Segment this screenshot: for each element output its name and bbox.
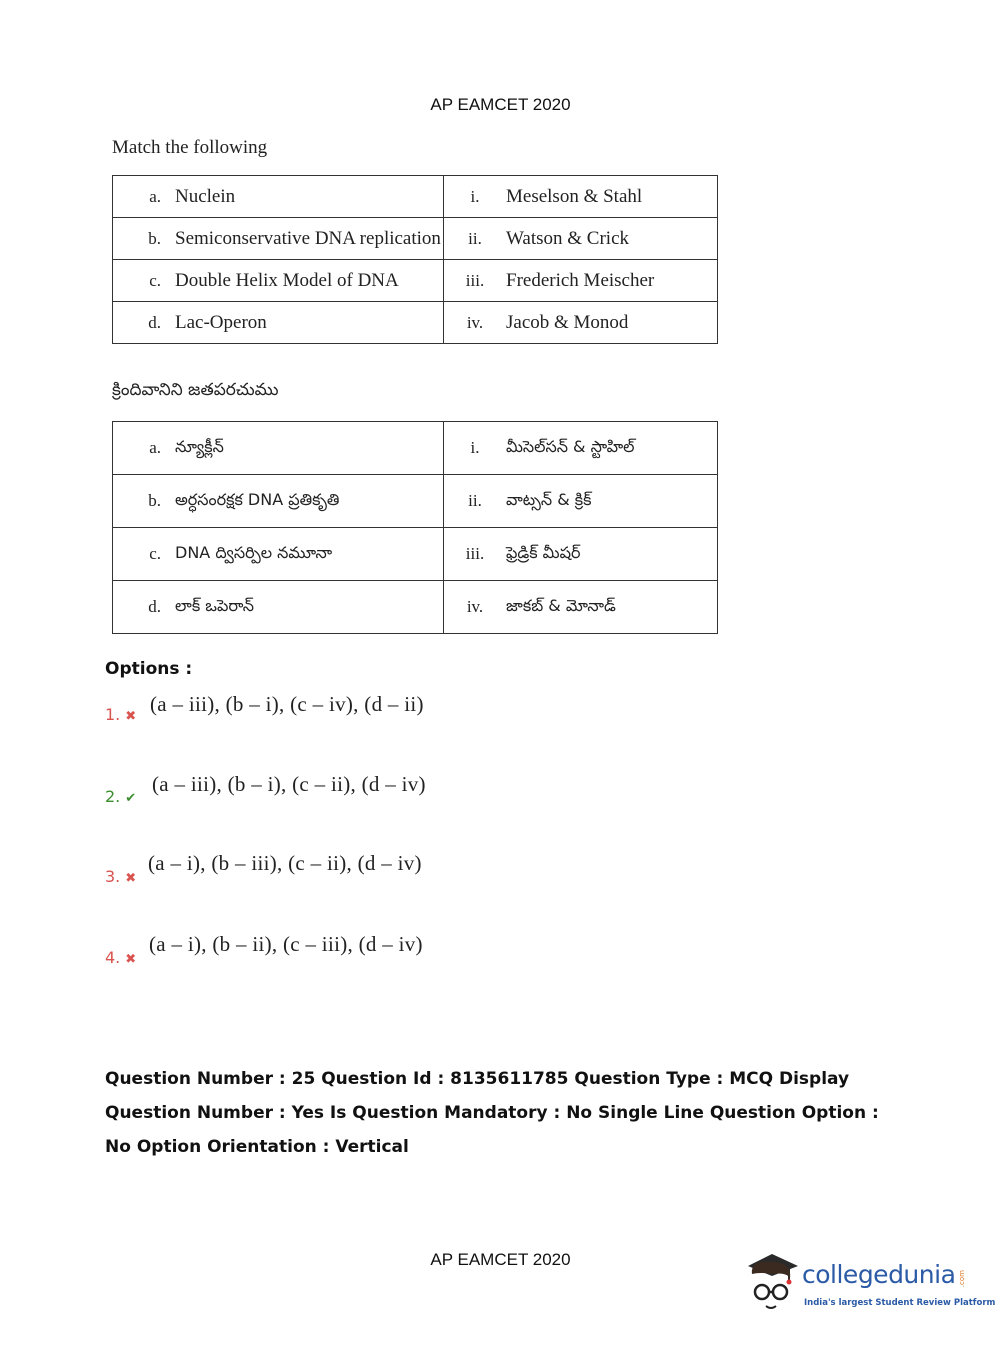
left-item: Double Helix Model of DNA — [175, 269, 399, 291]
question-metadata: Question Number : 25 Question Id : 8135611785 Question Type : MCQ Display Question Number : Yes Is Question Mandatory : No Single Line Question Option : No Option Orientation : Vertical — [105, 1069, 879, 1157]
table-row — [113, 218, 718, 260]
options-label: Options : — [105, 659, 193, 679]
logo-suffix: .com — [958, 1270, 966, 1288]
cross-icon: ✖ — [125, 709, 137, 724]
table-row — [113, 475, 718, 528]
table-row — [113, 302, 718, 344]
right-key: iv. — [466, 312, 484, 332]
table-row — [113, 581, 718, 634]
option-number — [105, 948, 136, 967]
match-table-telugu — [112, 421, 718, 634]
left-item: లాక్ ఒపెరాన్ — [175, 595, 255, 615]
instruction-english: Match the following — [112, 137, 268, 158]
right-item: జాకబ్ & మోనాడ్ — [506, 595, 616, 615]
right-item: వాట్సన్ & క్రిక్ — [506, 489, 592, 509]
right-item: Watson & Crick — [506, 227, 630, 249]
right-item: ఫ్రెడ్రిక్ మీషర్ — [506, 542, 581, 562]
logo-tagline: India's largest Student Review Platform — [804, 1298, 996, 1308]
cross-icon: ✖ — [125, 952, 137, 967]
left-key: d. — [148, 312, 161, 332]
option-number-label: 4. — [105, 948, 121, 967]
table-row — [113, 528, 718, 581]
right-key: ii. — [468, 491, 482, 510]
right-key: i. — [470, 438, 480, 457]
right-item: మీసెల్‌సన్ & స్టాహిల్ — [506, 436, 635, 456]
right-item: Jacob & Monod — [506, 311, 629, 333]
option-number — [105, 705, 136, 724]
left-key: a. — [149, 438, 161, 457]
left-item: అర్ధసంరక్షక DNA ప్రతికృతి — [175, 489, 340, 509]
right-item: Frederich Meischer — [506, 269, 655, 291]
left-item: Nuclein — [175, 185, 236, 207]
option-number-label: 2. — [105, 787, 121, 806]
option-number — [105, 867, 136, 886]
option-text: (a – iii), (b – i), (c – iv), (d – ii) — [150, 692, 424, 716]
left-key: c. — [149, 544, 161, 563]
option-text: (a – i), (b – iii), (c – ii), (d – iv) — [148, 851, 422, 875]
left-key: d. — [148, 597, 161, 616]
left-item: Semiconservative DNA replication — [175, 227, 441, 249]
collegedunia-logo-icon — [742, 1252, 802, 1314]
right-item: Meselson & Stahl — [506, 185, 643, 207]
page-header-title: AP EAMCET 2020 — [430, 95, 571, 114]
right-key: iii. — [465, 544, 485, 563]
cross-icon: ✖ — [125, 871, 137, 886]
right-key: iv. — [466, 597, 484, 616]
instruction-telugu: క్రిందివానిని జతపరచుము — [112, 380, 279, 400]
right-key: i. — [470, 186, 480, 206]
table-row — [113, 260, 718, 302]
page-footer-title: AP EAMCET 2020 — [430, 1250, 571, 1269]
option-number — [105, 787, 136, 806]
left-key: b. — [148, 491, 161, 510]
table-row — [113, 176, 718, 218]
left-key: c. — [149, 270, 161, 290]
option-number-label: 3. — [105, 867, 121, 886]
check-icon: ✔ — [125, 791, 137, 806]
option-text: (a – i), (b – ii), (c – iii), (d – iv) — [149, 932, 423, 956]
left-item: న్యూక్లీన్ — [175, 436, 224, 456]
right-key: ii. — [468, 228, 482, 248]
left-item: DNA ద్విసర్పిల నమూనా — [175, 542, 333, 562]
logo-wordmark: collegedunia — [802, 1260, 956, 1289]
left-key: a. — [149, 186, 161, 206]
option-number-label: 1. — [105, 705, 121, 724]
match-table-english — [112, 175, 718, 344]
right-key: iii. — [465, 270, 485, 290]
left-item: Lac-Operon — [175, 311, 267, 333]
option-text: (a – iii), (b – i), (c – ii), (d – iv) — [152, 772, 426, 796]
table-row — [113, 422, 718, 475]
left-key: b. — [148, 228, 161, 248]
